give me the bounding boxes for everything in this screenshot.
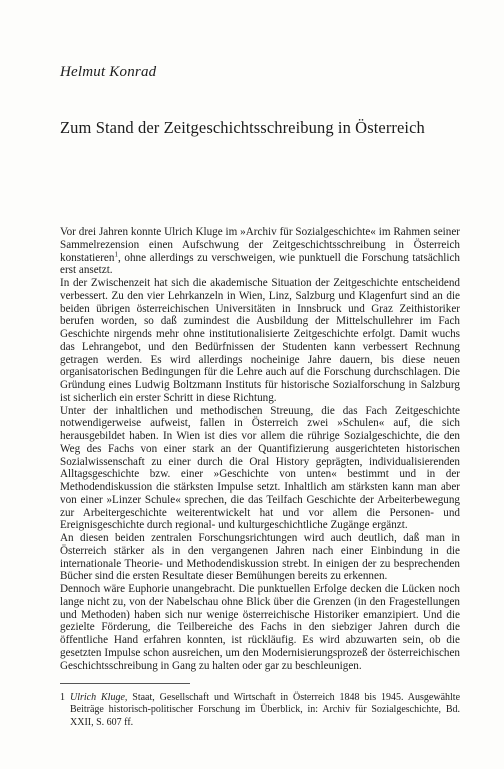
footnote-number: 1: [60, 692, 65, 703]
paragraph-1: [60, 226, 460, 277]
article-title: Zum Stand der Zeitgeschichtsschreibung in Österreich: [60, 118, 425, 137]
footnote-body: [70, 692, 460, 729]
paragraph-2: In der Zwischenzeit hat sich die akademische Situation der Zeitgeschichte entscheidend verbessert. Zu den vier Lehrkanzeln in Wien, Linz, Salzburg und Klagenfurt sind an die beiden übrigen österreichischen Universitäten in Innsbruck und Graz Zeithistoriker berufen worden, so daß zumindest die Ausbildung der Mittelschullehrer im Fach Geschichte nirgends mehr ohne institutionalisierte Zeitgeschichte erfolgt. Damit wuchs das Lehrangebot, und den Bedürfnissen der Studenten kann verbessert Rechnung getragen werden. Es wird allerdings nocheinige Jahre dauern, bis diese neuen organisatorischen Bedingungen für die Lehre auch auf die Forschung durchschlagen. Die Gründung eines Ludwig Boltzmann Instituts für historische Sozialforschung in Salzburg ist sicherlich ein erster Schritt in diese Richtung.: [60, 277, 460, 404]
footnote-divider: [60, 683, 190, 684]
footnote-reference: 1: [114, 249, 118, 258]
article-body: [60, 226, 460, 672]
paragraph-5: Dennoch wäre Euphorie unangebracht. Die punktuellen Erfolge decken die Lücken noch lange nicht zu, von der Nabelschau ohne Blick über die Grenzen (in den Fragestellungen und Methoden) haben sich nur wenige österreichische Historiker emanzipiert. Und die gezielte Förderung, die Teilbereiche des Fachs in den siebziger Jahren durch die öffentliche Hand erfahren konnten, ist rückläufig. Es wird abzuwarten sein, ob die gesetzten Impulse schon ausreichen, um den Modernisierungsprozeß der österreichischen Geschichtsschreibung in Gang zu halten oder gar zu beschleunigen.: [60, 583, 460, 672]
footnote: [60, 692, 460, 729]
paragraph-1-continuation: , ohne allerdings zu verschweigen, wie punktuell die Forschung tatsächlich erst ansetzt.: [60, 251, 460, 277]
footnote-cited-author: Ulrich Kluge,: [70, 692, 128, 703]
paragraph-4: An diesen beiden zentralen Forschungsrichtungen wird auch deutlich, daß man in Österreich stärker als in den vergangenen Jahren nach einer Einbindung in die internationale Theorie- und Methodendiskussion strebt. In einigen der zu besprechenden Bücher sind die ersten Resultate dieser Bemühungen bereits zu erkennen.: [60, 532, 460, 583]
footnote-text: Staat, Gesellschaft und Wirtschaft in Österreich 1848 bis 1945. Ausgewählte Beiträge historisch-politischer Forschung im Überblick, in: Archiv für Sozialgeschichte, Bd. XXII, S. 607 ff.: [70, 692, 461, 728]
author-name: Helmut Konrad: [60, 64, 157, 80]
paragraph-1-text: Vor drei Jahren konnte Ulrich Kluge im »Archiv für Sozialgeschichte« im Rahmen seiner Sammelrezension einen Aufschwung der Zeitgeschichtsschreibung in Österreich konstatieren: [60, 226, 460, 264]
paragraph-3: Unter der inhaltlichen und methodischen Streuung, die das Fach Zeitgeschichte notwendigerweise aufweist, fallen in Österreich zwei »Schulen« auf, die sich herausgebildet haben. In Wien ist dies vor allem die rührige Sozialgeschichte, die den Weg des Fachs von einer stark an der Quantifizierung ausgerichteten historischen Sozialwissenschaft zu einer durch die Oral History geprägten, individualisierenden Alltagsgeschichte bzw. einer »Geschichte von unten« bestimmt und in der Methodendiskussion die stärksten Impulse setzt. Inhaltlich am stärksten kann man aber von einer »Linzer Schule« sprechen, die das Teilfach Geschichte der Arbeiterbewegung zur Arbeitergeschichte weiterentwickelt hat und vor allem die Personen- und Ereignisgeschichte durch regional- und kulturgeschichtliche Zugänge ergänzt.: [60, 404, 460, 532]
